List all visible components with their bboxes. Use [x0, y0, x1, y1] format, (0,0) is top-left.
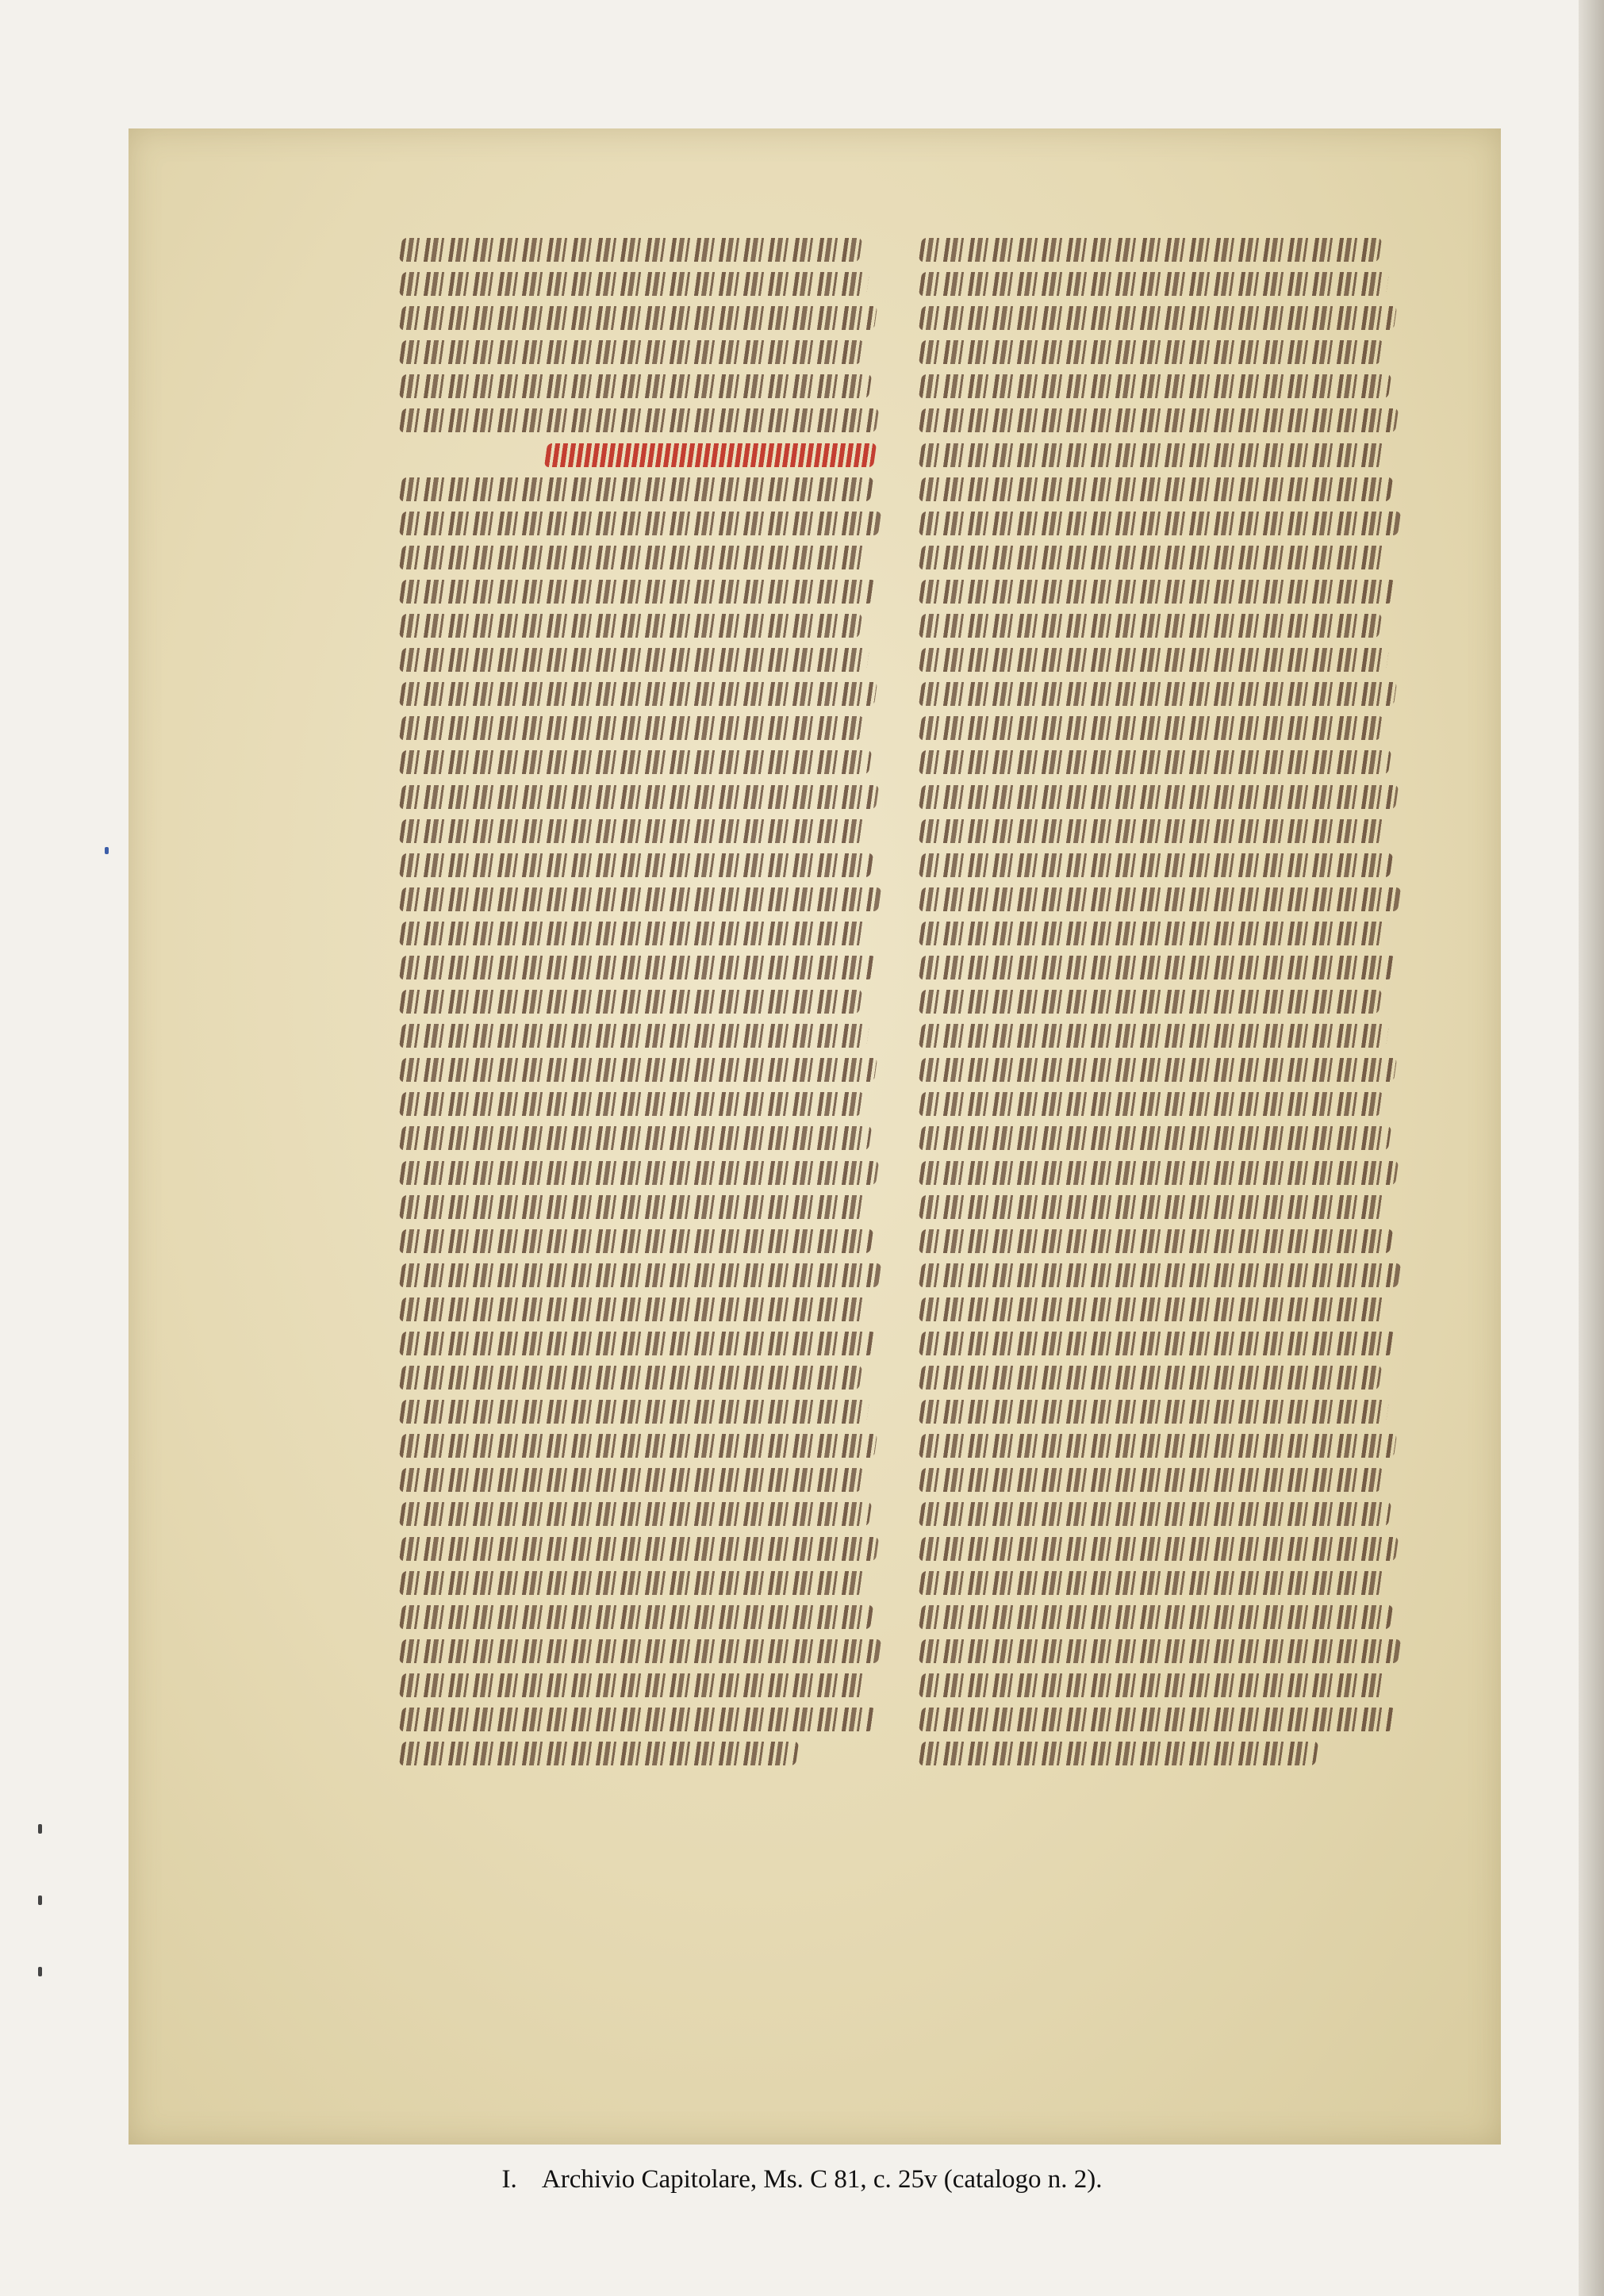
manuscript-line [399, 887, 881, 911]
manuscript-line [399, 1058, 877, 1082]
manuscript-line [399, 1126, 872, 1150]
caption-number: I. [501, 2165, 517, 2194]
manuscript-line [919, 1161, 1399, 1185]
manuscript-line [399, 272, 869, 296]
manuscript-line [919, 306, 1397, 330]
manuscript-line [919, 1263, 1401, 1287]
manuscript-line [919, 580, 1395, 604]
manuscript-line [919, 614, 1382, 638]
manuscript-line [919, 1537, 1399, 1561]
manuscript-line [399, 990, 862, 1014]
manuscript-line [399, 1537, 880, 1561]
manuscript-line [919, 1708, 1395, 1731]
manuscript-line [399, 306, 877, 330]
manuscript-line [399, 1571, 866, 1595]
manuscript-line [919, 750, 1391, 774]
manuscript-line [919, 956, 1395, 979]
manuscript-line [399, 750, 872, 774]
manuscript-line [399, 340, 864, 364]
manuscript-line [919, 443, 1386, 467]
manuscript-line [399, 238, 862, 262]
manuscript-line [919, 1468, 1383, 1492]
manuscript-line [919, 512, 1401, 535]
manuscript-line [919, 1639, 1401, 1663]
manuscript-line [399, 1708, 876, 1731]
manuscript-line [399, 1742, 799, 1765]
manuscript-line [399, 546, 868, 569]
manuscript-line [919, 272, 1389, 296]
manuscript-line [919, 1605, 1393, 1629]
manuscript-line [919, 819, 1386, 843]
manuscript-line [919, 716, 1383, 740]
manuscript-line [919, 922, 1387, 945]
manuscript-line [919, 1400, 1389, 1424]
manuscript-right-column [920, 238, 1404, 1967]
manuscript-left-column [401, 238, 885, 1967]
manuscript-line [919, 990, 1382, 1014]
manuscript-line [399, 819, 866, 843]
manuscript-line [399, 1229, 873, 1253]
manuscript-line [399, 1366, 862, 1389]
manuscript-line [919, 408, 1399, 432]
stray-ink-mark [105, 847, 109, 854]
manuscript-line [399, 785, 880, 809]
manuscript-line [919, 1092, 1383, 1116]
manuscript-line [919, 887, 1401, 911]
manuscript-line [919, 1297, 1387, 1321]
manuscript-line [919, 374, 1391, 398]
manuscript-line [399, 1297, 868, 1321]
manuscript-line [399, 1195, 866, 1219]
manuscript-line [399, 1332, 876, 1355]
manuscript-line [399, 1024, 869, 1048]
manuscript-line [919, 1502, 1391, 1526]
manuscript-line [919, 1024, 1389, 1048]
manuscript-line [399, 1502, 872, 1526]
manuscript-line [919, 785, 1399, 809]
manuscript-line [919, 1229, 1393, 1253]
manuscript-line [399, 648, 869, 672]
manuscript-line [399, 682, 877, 706]
manuscript-line [919, 1366, 1382, 1389]
manuscript-line [399, 1605, 873, 1629]
manuscript-line [399, 580, 876, 604]
manuscript-line [919, 1332, 1395, 1355]
manuscript-line [399, 956, 876, 979]
manuscript-line [399, 408, 880, 432]
manuscript-line [399, 1263, 881, 1287]
manuscript-line [399, 1673, 868, 1697]
manuscript-line [399, 512, 881, 535]
manuscript-line [399, 1468, 864, 1492]
manuscript-line [919, 1126, 1391, 1150]
manuscript-line [399, 1400, 869, 1424]
manuscript-line [399, 922, 868, 945]
figure-caption [0, 2165, 1604, 2194]
manuscript-line [399, 374, 872, 398]
manuscript-line [919, 1058, 1397, 1082]
manuscript-line [919, 853, 1393, 877]
binding-holes [38, 1824, 43, 1983]
manuscript-line [399, 853, 873, 877]
manuscript-line [399, 716, 864, 740]
manuscript-line [919, 1195, 1386, 1219]
manuscript-line [919, 546, 1387, 569]
manuscript-line [399, 1092, 864, 1116]
manuscript-line [919, 1673, 1387, 1697]
manuscript-line [399, 1639, 881, 1663]
manuscript-line [399, 477, 873, 501]
manuscript-line [544, 443, 877, 467]
manuscript-line [399, 1434, 877, 1458]
page-fold-shadow [1579, 0, 1604, 2296]
manuscript-line [919, 238, 1382, 262]
manuscript-line [399, 1161, 880, 1185]
manuscript-line [919, 1571, 1386, 1595]
manuscript-line [399, 614, 862, 638]
manuscript-line [919, 1742, 1318, 1765]
manuscript-line [919, 682, 1397, 706]
caption-text: Archivio Capitolare, Ms. C 81, c. 25v (catalogo n. 2). [541, 2165, 1103, 2194]
manuscript-line [919, 340, 1383, 364]
manuscript-line [919, 648, 1389, 672]
manuscript-line [919, 477, 1393, 501]
manuscript-line [919, 1434, 1397, 1458]
